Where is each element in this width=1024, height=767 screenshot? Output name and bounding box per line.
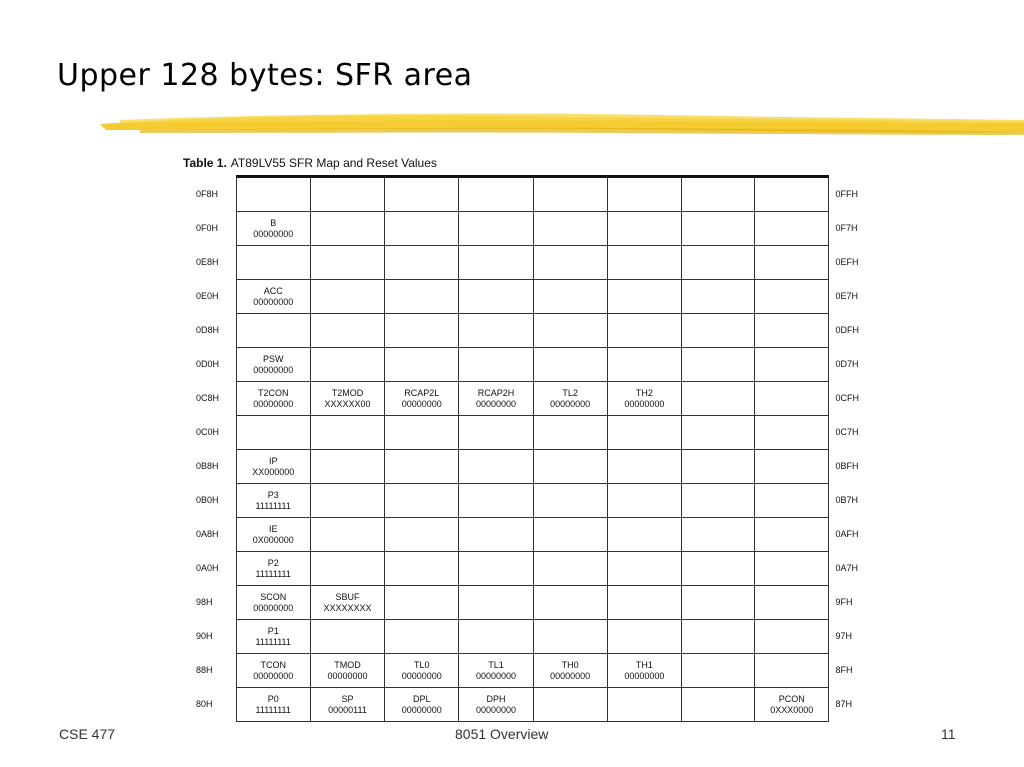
sfr-register-name: PCON [778, 693, 805, 704]
row-address-right: 8FH [835, 665, 853, 675]
sfr-cell [755, 586, 829, 620]
table-row [190, 484, 880, 518]
sfr-cell [236, 518, 310, 552]
footer-page-number: 11 [941, 726, 956, 742]
sfr-cell [385, 177, 459, 212]
sfr-register-name: DPH [486, 693, 506, 704]
sfr-cell [385, 450, 459, 484]
row-address-right: 0F7H [835, 223, 858, 233]
sfr-cell [533, 484, 607, 518]
row-address-left: 88H [196, 665, 213, 675]
sfr-cell [681, 212, 754, 246]
sfr-cell [459, 450, 533, 484]
sfr-cell [310, 416, 384, 450]
sfr-cell [533, 314, 607, 348]
row-address-left: 0F8H [196, 188, 219, 199]
sfr-reset-value: 00000000 [253, 670, 294, 681]
sfr-cell [310, 620, 384, 654]
sfr-cell [755, 382, 829, 416]
sfr-cell [385, 484, 459, 518]
sfr-cell [533, 654, 607, 688]
slide-title: Upper 128 bytes: SFR area [57, 58, 473, 93]
sfr-reset-value: 00000000 [401, 704, 442, 715]
sfr-cell [236, 620, 310, 654]
sfr-register-name: SBUF [335, 591, 360, 602]
sfr-reset-value: 11111111 [255, 704, 291, 715]
sfr-cell [385, 246, 459, 280]
sfr-reset-value: 00000111 [328, 704, 367, 715]
sfr-register-name: RCAP2H [477, 387, 515, 398]
footer-topic: 8051 Overview [455, 726, 549, 742]
sfr-cell [236, 552, 310, 586]
sfr-cell [236, 280, 310, 314]
row-address-left: 0C8H [196, 393, 220, 403]
sfr-cell [533, 552, 607, 586]
sfr-cell [681, 416, 754, 450]
sfr-cell [607, 314, 681, 348]
sfr-cell [607, 552, 681, 586]
sfr-register-name: P2 [267, 557, 279, 568]
table-caption-label: Table 1. [183, 156, 227, 170]
sfr-reset-value: 00000000 [253, 602, 294, 613]
footer-course: CSE 477 [59, 726, 116, 742]
sfr-cell [533, 688, 607, 722]
sfr-reset-value: 11111111 [255, 636, 291, 647]
row-address-right: 9FH [835, 597, 853, 607]
row-address-left: 0F0H [196, 223, 219, 233]
sfr-cell [533, 348, 607, 382]
sfr-cell [533, 586, 607, 620]
sfr-cell [385, 654, 459, 688]
row-address-right: 0DFH [835, 325, 859, 335]
row-address-left: 0E8H [196, 257, 219, 267]
sfr-cell [755, 484, 829, 518]
sfr-cell [755, 450, 829, 484]
table-row [190, 450, 880, 484]
sfr-cell [755, 212, 829, 246]
sfr-cell [236, 586, 310, 620]
table-row [190, 552, 880, 586]
sfr-cell [459, 688, 533, 722]
row-address-right: 0AFH [835, 529, 859, 539]
sfr-register-name: SCON [260, 591, 287, 602]
sfr-cell [533, 212, 607, 246]
sfr-cell [236, 382, 310, 416]
sfr-register-name: RCAP2L [404, 387, 440, 398]
sfr-register-name: IP [268, 455, 278, 466]
sfr-register-name: TH0 [561, 659, 579, 670]
row-address-left: 0B8H [196, 461, 219, 471]
sfr-cell [310, 246, 384, 280]
row-address-left: 0E0H [196, 291, 219, 301]
sfr-cell [310, 552, 384, 586]
sfr-cell [385, 518, 459, 552]
sfr-cell [459, 246, 533, 280]
sfr-cell [385, 348, 459, 382]
row-address-left: 0A0H [196, 563, 219, 573]
table-row [190, 212, 880, 246]
sfr-cell [385, 688, 459, 722]
sfr-reset-value: 00000000 [624, 670, 665, 681]
row-address-left: 98H [196, 597, 213, 607]
sfr-cell [310, 484, 384, 518]
sfr-reset-value: 00000000 [550, 398, 591, 409]
sfr-cell [385, 280, 459, 314]
sfr-cell [681, 246, 754, 280]
sfr-cell [459, 484, 533, 518]
sfr-cell [607, 177, 681, 212]
table-row [190, 416, 880, 450]
sfr-cell [607, 654, 681, 688]
sfr-cell [385, 382, 459, 416]
sfr-cell [236, 484, 310, 518]
sfr-cell [310, 654, 384, 688]
sfr-cell [681, 484, 754, 518]
sfr-cell [607, 416, 681, 450]
table-row [190, 246, 880, 280]
sfr-cell [310, 450, 384, 484]
sfr-cell [607, 280, 681, 314]
sfr-cell [459, 416, 533, 450]
sfr-register-name: PSW [262, 353, 284, 364]
row-address-left: 90H [196, 631, 213, 641]
sfr-cell [607, 688, 681, 722]
sfr-register-name: IE [268, 523, 278, 534]
sfr-cell [459, 552, 533, 586]
sfr-cell [755, 348, 829, 382]
sfr-cell [385, 586, 459, 620]
sfr-cell [459, 620, 533, 654]
table-caption [183, 156, 437, 170]
sfr-cell [236, 212, 310, 246]
sfr-register-name: B [270, 217, 277, 228]
sfr-cell [459, 586, 533, 620]
row-address-right: 0E7H [835, 291, 858, 301]
sfr-cell [310, 688, 384, 722]
sfr-cell [459, 314, 533, 348]
sfr-reset-value: 00000000 [253, 296, 294, 307]
sfr-register-name: ACC [263, 285, 283, 296]
row-address-right: 97H [835, 631, 852, 641]
sfr-register-name: TCON [260, 659, 286, 670]
sfr-reset-value: 00000000 [253, 228, 294, 239]
sfr-reset-value: 00000000 [550, 670, 591, 681]
sfr-cell [236, 246, 310, 280]
sfr-cell [533, 382, 607, 416]
row-address-right: 0EFH [835, 257, 859, 267]
sfr-reset-value: 11111111 [255, 568, 291, 579]
sfr-cell [681, 314, 754, 348]
table-row [190, 654, 880, 688]
sfr-cell [607, 212, 681, 246]
sfr-reset-value: 00000000 [401, 398, 442, 409]
sfr-cell [755, 552, 829, 586]
row-address-left: 0A8H [196, 529, 219, 539]
sfr-cell [459, 382, 533, 416]
table-row [190, 348, 880, 382]
sfr-cell [681, 382, 754, 416]
sfr-cell [385, 212, 459, 246]
sfr-cell [607, 586, 681, 620]
sfr-register-name: DPL [413, 693, 431, 704]
sfr-cell [533, 620, 607, 654]
sfr-cell [533, 518, 607, 552]
sfr-register-name: T2CON [257, 387, 289, 398]
sfr-cell [236, 348, 310, 382]
sfr-register-name: TL0 [414, 659, 430, 670]
row-address-left: 0D8H [196, 325, 220, 335]
sfr-cell [607, 246, 681, 280]
table-row [190, 620, 880, 654]
sfr-cell [310, 382, 384, 416]
sfr-cell [236, 688, 310, 722]
sfr-cell [310, 212, 384, 246]
sfr-cell [459, 280, 533, 314]
sfr-cell [310, 280, 384, 314]
table-row [190, 688, 880, 722]
sfr-cell [459, 348, 533, 382]
sfr-reset-value: 11111111 [255, 500, 291, 511]
table-row [190, 518, 880, 552]
sfr-reset-value: 0X000000 [252, 534, 294, 545]
sfr-register-name: P3 [267, 489, 279, 500]
sfr-cell [681, 586, 754, 620]
sfr-cell [236, 314, 310, 348]
row-address-left: 0B0H [196, 495, 219, 505]
row-address-left: 0D0H [196, 359, 220, 369]
sfr-cell [607, 348, 681, 382]
sfr-cell [755, 314, 829, 348]
sfr-cell [459, 177, 533, 212]
sfr-reset-value: 00000000 [253, 364, 294, 375]
sfr-register-name: TL1 [488, 659, 504, 670]
sfr-cell [533, 280, 607, 314]
sfr-cell [607, 484, 681, 518]
sfr-cell [236, 450, 310, 484]
sfr-cell [310, 177, 384, 212]
sfr-cell [681, 280, 754, 314]
sfr-cell [755, 246, 829, 280]
sfr-cell [681, 518, 754, 552]
sfr-reset-value: 00000000 [475, 670, 516, 681]
brush-stroke-divider [100, 108, 1024, 140]
sfr-reset-value: 00000000 [327, 670, 368, 681]
sfr-reset-value: 00000000 [475, 704, 516, 715]
sfr-reset-value: 0XXX0000 [770, 704, 814, 715]
sfr-cell [310, 314, 384, 348]
sfr-cell [607, 450, 681, 484]
sfr-cell [385, 552, 459, 586]
sfr-cell [681, 552, 754, 586]
sfr-register-name: TMOD [334, 659, 361, 670]
table-row [190, 177, 880, 212]
table-row [190, 382, 880, 416]
sfr-cell [459, 212, 533, 246]
row-address-right: 0D7H [835, 359, 859, 369]
sfr-cell [755, 280, 829, 314]
sfr-cell [310, 518, 384, 552]
row-address-right: 0B7H [835, 495, 858, 505]
sfr-register-name: TH1 [635, 659, 653, 670]
sfr-cell [310, 348, 384, 382]
sfr-reset-value: 00000000 [624, 398, 665, 409]
sfr-cell [681, 654, 754, 688]
sfr-reset-value: XXXXXX00 [324, 398, 371, 409]
sfr-register-name: TH2 [635, 387, 653, 398]
sfr-cell [236, 416, 310, 450]
sfr-cell [681, 620, 754, 654]
sfr-cell [236, 177, 310, 212]
row-address-right: 0A7H [835, 563, 858, 573]
sfr-register-name: T2MOD [331, 387, 364, 398]
table-row [190, 280, 880, 314]
table-row [190, 586, 880, 620]
sfr-map-table [190, 175, 880, 722]
row-address-left: 80H [196, 699, 213, 709]
sfr-cell [310, 586, 384, 620]
sfr-cell [755, 177, 829, 212]
table-caption-text: AT89LV55 SFR Map and Reset Values [230, 156, 437, 170]
sfr-reset-value: 00000000 [401, 670, 442, 681]
sfr-cell [533, 246, 607, 280]
sfr-cell [755, 620, 829, 654]
sfr-cell [607, 518, 681, 552]
sfr-cell [681, 450, 754, 484]
sfr-cell [681, 688, 754, 722]
sfr-cell [385, 620, 459, 654]
row-address-left: 0C0H [196, 427, 220, 437]
sfr-cell [755, 654, 829, 688]
row-address-right: 0CFH [835, 393, 859, 403]
sfr-cell [533, 416, 607, 450]
sfr-cell [533, 450, 607, 484]
sfr-cell [755, 416, 829, 450]
sfr-reset-value: 00000000 [253, 398, 294, 409]
sfr-cell [236, 654, 310, 688]
row-address-right: 0FFH [835, 188, 858, 199]
sfr-register-name: TL2 [562, 387, 578, 398]
sfr-reset-value: XX000000 [252, 466, 295, 477]
sfr-cell [681, 177, 754, 212]
sfr-cell [385, 314, 459, 348]
sfr-cell [607, 382, 681, 416]
row-address-right: 0BFH [835, 461, 859, 471]
table-row [190, 314, 880, 348]
sfr-register-name: P1 [267, 625, 279, 636]
sfr-cell [607, 620, 681, 654]
sfr-cell [755, 518, 829, 552]
sfr-cell [459, 654, 533, 688]
sfr-register-name: P0 [267, 693, 279, 704]
row-address-right: 0C7H [835, 427, 859, 437]
sfr-cell [681, 348, 754, 382]
sfr-reset-value: 00000000 [475, 398, 516, 409]
sfr-table [190, 175, 880, 722]
sfr-cell [533, 177, 607, 212]
sfr-cell [755, 688, 829, 722]
sfr-reset-value: XXXXXXXX [323, 602, 372, 613]
sfr-cell [385, 416, 459, 450]
sfr-register-name: SP [341, 693, 354, 704]
row-address-right: 87H [835, 699, 852, 709]
sfr-cell [459, 518, 533, 552]
